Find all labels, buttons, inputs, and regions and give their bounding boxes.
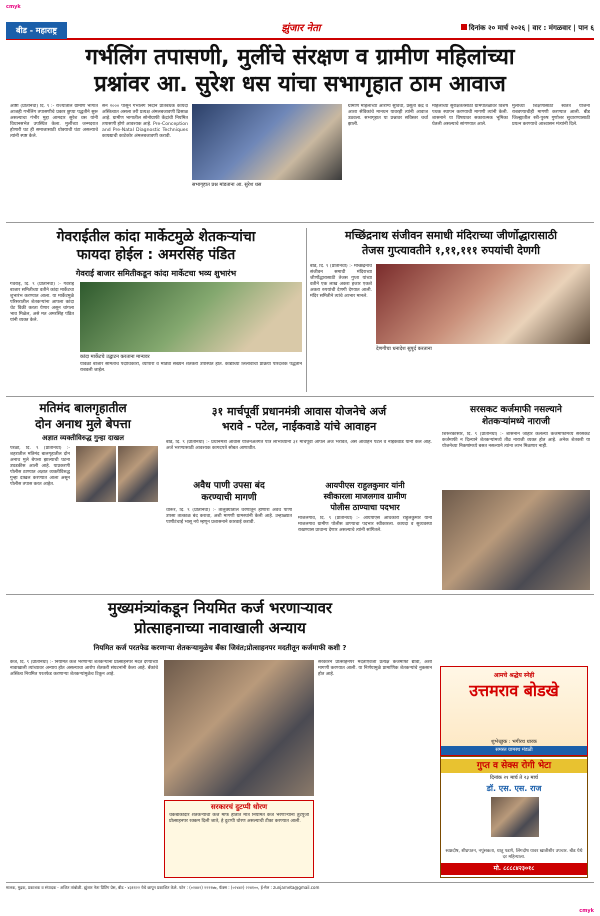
sarsakat-body: शिरूरकासार, दि. ९ (प्रतिनिधी) :- शासनाने जाहीर केलेल्या कर्जमाफीमध्ये सरसकट कर्जमाफी न दिल्याने शेतकऱ्यांमध्ये तीव्र नाराजी व्यक्त होत आहे. अनेक शेतकरी या योजनेच्या निकषांमध्ये बसत नसल्याने त्यांना लाभ मिळणार नाही. xyxy=(442,432,590,449)
uttamrao-ad-bottom: समस्त ग्रामस्थ मंडळी xyxy=(441,746,587,755)
divider-rule xyxy=(6,396,594,397)
lead-col-4: महिलांच्या सुरक्षिततेसाठी ग्रामपातळीवर विशेष पथक स्थापन करण्याची मागणी त्यांनी केली. शासनाने या विषयावर सकारात्मक भूमिका घेतली असल्याचे सांगण्यात आले. xyxy=(432,104,508,127)
machhindranath-photo-caption: देणगीचा धनादेश सुपूर्द करताना xyxy=(376,346,432,352)
gevrai-photo xyxy=(80,282,302,352)
gevrai-headline-line1: गेवराईतील कांदा मार्केटमुळे शेतकऱ्यांचा xyxy=(56,229,256,245)
lead-headline-line1: गर्भलिंग तपासणी, मुलींचे संरक्षण व ग्रामीण महिलांच्या xyxy=(85,45,515,70)
missing-headline-line2: दोन अनाथ मुले बेपत्ता xyxy=(35,417,131,431)
cm-headline xyxy=(8,598,432,638)
machhindranath-body: बीड, दि. ९ (प्रतिनिधी) :- मच्छिंद्रनाथ संजीवन समाधी मंदिराच्या जीर्णोद्धारासाठी तेजस गुप्ता यांच्या वतीने एक लाख अकरा हजार एकशे अकरा रुपयांची देणगी देण्यात आली. मंदिर समितीने त्यांचे आभार मानले. xyxy=(310,264,372,299)
uttamrao-ad xyxy=(440,666,588,756)
ips-body: माजलगाव, दि. ९ (प्रतिनिधी) :- आयपीएस अधिकारी राहुलकुमार यांनी माजलगाव ग्रामीण पोलीस ठाण्याचा पदभार स्वीकारला. कायदा व सुव्यवस्था राखण्यास प्राधान्य देणार असल्याचे त्यांनी सांगितले. xyxy=(298,516,432,533)
machhindranath-headline-line2: तेजस गुप्त्यावतीने १,११,१११ रुपयांची देणगी xyxy=(362,244,540,257)
lead-photo xyxy=(192,104,342,180)
ips-headline-line3: पोलीस ठाण्याचा पदभार xyxy=(330,503,400,512)
sarsakat-headline-line1: सरसकट कर्जमाफी नसल्याने xyxy=(470,405,562,415)
ips-headline xyxy=(296,480,434,513)
clinic-ad-photo xyxy=(491,797,539,837)
sarsakat-headline xyxy=(440,404,592,428)
missing-child-photo-2 xyxy=(118,446,158,502)
awas-headline-line1: ३१ मार्चपूर्वी प्रधानमंत्री आवास योजनेचे अर्ज xyxy=(211,405,387,418)
column-divider xyxy=(306,228,307,392)
water-body: धारूर, दि. ९ (प्रतिनिधी) :- तालुक्यातील धरणातून होणारा अवैध पाणी उपसा तात्काळ बंद करावा, अशी मागणी ग्रामस्थांनी केली आहे. उन्हाळ्यात पाणीटंचाई भासू नये म्हणून प्रशासनाने कारवाई करावी. xyxy=(166,508,292,525)
missing-child-photo-1 xyxy=(76,446,116,502)
missing-headline xyxy=(8,400,158,432)
lead-col-3: ग्रामीण महिलांच्या आरोग्य सुविधा, प्रसूती केंद्रे व आशा सेविकांचे मानधन यावरही त्यांनी आवाज उठवला. सभागृहात या प्रश्नावर सविस्तर चर्चा झाली. xyxy=(348,104,428,127)
divider-rule xyxy=(6,222,594,223)
water-headline xyxy=(166,480,292,504)
uttamrao-ad-top: आमचे श्रद्धेय स्नेही xyxy=(493,672,535,679)
missing-body: परळी, दि. ९ (प्रतिनिधी) :- शहरातील मतिमंद बालगृहातील दोन अनाथ मुले बेपत्ता झाल्याची घटना उघडकीस आली आहे. याप्रकरणी पोलीस ठाण्यात अज्ञात व्यक्तीविरुद्ध गुन्हा दाखल करण्यात आला असून पोलीस तपास करत आहेत. xyxy=(10,446,70,487)
clinic-ad-title: गुप्त व सेक्स रोगी भेटा xyxy=(441,759,587,773)
bullet-square-icon xyxy=(461,24,467,30)
top-color-bar xyxy=(6,4,594,12)
awas-body: बीड, दि. ९ (प्रतिनिधी) :- प्रधानमंत्री आवास योजनेअंतर्गत पात्र लाभार्थ्यांनी ३१ मार्चपूर्वी आपले अर्ज भरावेत, असे आवाहन पटेल व नाईकवाडे यांनी केले आहे. अर्ज भरण्यासाठी आवश्यक कागदपत्रे सोबत आणावीत. xyxy=(166,440,432,451)
lead-col-1: आष्टी (प्रतिनिधी) दि. ९ :- राज्यातील ग्रामीण भागात आजही गर्भलिंग तपासणीचे प्रकार छुप्या पद्धतीने सुरू असल्याचा गंभीर मुद्दा आमदार सुरेश धस यांनी विधानसभेत उपस्थित केला. मुलींच्या जन्मदरात होणारी घट ही समाजासाठी धोक्याची घंटा असल्याचे त्यांनी स्पष्ट केले. xyxy=(10,104,98,139)
gevrai-headline xyxy=(8,228,304,264)
uttamrao-ad-name: उत्तमराव बोडखे xyxy=(469,681,559,700)
lead-headline-line2: प्रश्नांवर आ. सुरेश धस यांचा सभागृहात ठाम आवाज xyxy=(94,72,506,97)
cm-body: केज, दि. ९ (प्रतिनिधी) :- नियमित कर्ज भरणाऱ्या शेतकऱ्यांना प्रोत्साहनपर मदत देण्याच्या नावाखाली त्यांच्यावर अन्याय होत असल्याचा आरोप शेतकरी संघटनांनी केला आहे. बँकांचे अस्तित्व नियमित परतफेड करणाऱ्या शेतकऱ्यांमुळेच टिकून आहे. xyxy=(10,660,158,677)
cm-subhead: नियमित कर्ज परतफेड करणाऱ्या शेतकऱ्यामुळेच बँका जिवंत;प्रोत्साहनपर मदतीतून कर्जमाफी कशी ? xyxy=(93,644,347,652)
sarsakat-headline-line2: शेतकऱ्यांमध्ये नाराजी xyxy=(482,417,550,427)
gevrai-photo-caption: कांदा मार्केटचे उद्घाटन करताना मान्यवर xyxy=(80,354,150,360)
cm-headline-line1: मुख्यमंत्र्यांकडून नियमित कर्ज भरणाऱ्यावर xyxy=(107,599,333,617)
masthead xyxy=(6,20,594,40)
machhindranath-headline-line1: मच्छिंद्रनाथ संजीवन समाधी मंदिराच्या जीर्णोद्धारासाठी xyxy=(345,229,557,242)
dateline-text: दिनांक २० मार्च २०२६ | वार : मंगळवार | पान ६ xyxy=(468,24,594,32)
clinic-ad xyxy=(440,756,588,878)
clinic-ad-doctor: डॉ. एस. एस. राज xyxy=(486,784,542,793)
missing-headline-line1: मतिमंद बालगृहातील xyxy=(39,401,127,415)
dateline xyxy=(461,24,594,33)
awas-headline-line2: भरावे - पटेल, नाईकवाडे यांचे आवाहन xyxy=(221,420,377,433)
section-label: बीड - महाराष्ट्र xyxy=(6,22,67,39)
color-mark: cmyk xyxy=(6,4,21,10)
machhindranath-headline xyxy=(310,228,592,258)
color-mark: cmyk xyxy=(579,908,594,914)
lead-col-2: सन २००० पासून गर्भलिंग निदान प्रतिबंधक कायदा अस्तित्वात असला तरी प्रत्यक्ष अंमलबजावणी ढिसाळ आहे. ग्रामीण भागातील सोनोग्राफी केंद्रांची नियमित तपासणी होणे आवश्यक आहे. Pre-Conception and Pre-Natal Diagnostic Techniques कायद्याची काटेकोर अंमलबजावणी करावी. xyxy=(102,104,188,139)
missing-subhead: अज्ञात व्यक्तीविरुद्ध गुन्हा दाखल xyxy=(41,434,124,442)
cm-headline-line2: प्रोत्साहनाच्या नावाखाली अन्याय xyxy=(134,619,306,637)
lead-photo-caption: सभागृहात प्रश्न मांडताना आ. सुरेश धस xyxy=(192,182,262,188)
water-headline-line2: करण्याची मागणी xyxy=(201,493,257,503)
clinic-ad-subtitle: दिनांक २१ मार्च ते २३ मार्च xyxy=(490,775,538,781)
lead-col-5: मुलींच्या शिक्षणासाठी स्वतंत्र योजना राबवण्याचीही मागणी करण्यात आली. बीड जिल्ह्यातील स्त्री-पुरुष गुणोत्तर सुधारण्यासाठी प्रयत्न करण्याचे आश्वासन मंत्र्यांनी दिले. xyxy=(512,104,590,127)
gevrai-body: गेवराई, दि. ९ (प्रतिनिधी) :- गेवराई बाजार समितीच्या वतीने कांदा मार्केटचा शुभारंभ करण्यात आला. या मार्केटमुळे परिसरातील शेतकऱ्यांना आपला कांदा थेट विक्री करता येणार असून चांगला भाव मिळेल, असे मत अमरसिंह पंडित यांनी व्यक्त केले. xyxy=(10,282,74,323)
water-headline-line1: अवैध पाणी उपसा बंद xyxy=(193,481,265,491)
cm-photo xyxy=(164,660,314,796)
awas-headline xyxy=(164,404,434,434)
gevrai-subhead: गेवराई बाजार समितीकडून कांदा मार्केटचा भव्य शुभारंभ xyxy=(75,269,237,278)
ips-headline-line1: आयपीएस राहुलकुमार यांनी xyxy=(325,481,405,490)
lead-headline xyxy=(10,44,590,98)
machhindranath-photo xyxy=(376,264,590,344)
newspaper-brand: झुंजार नेता xyxy=(281,23,321,34)
sarsakat-photo xyxy=(442,490,590,590)
policy-box xyxy=(164,800,314,878)
ips-headline-line2: स्वीकारला माजलगाव ग्रामीण xyxy=(323,492,407,501)
cm-body-2: सरकारने प्रोत्साहनपर मदतीऐवजी प्रत्यक्ष कर्जमाफी द्यावी, अशी मागणी करण्यात आली. या निर्णयामुळे प्रामाणिक शेतकऱ्यांचे नुकसान होत आहे. xyxy=(318,660,432,677)
gevrai-body-2: यावेळी बाजार समितीचे पदाधिकारी, व्यापारी व मोठ्या संख्येने शेतकरी उपस्थित होते. कांद्याच्या लिलावाची प्रक्रिया पारदर्शक पद्धतीने राबवली जाईल. xyxy=(80,362,302,373)
gevrai-headline-line2: फायदा होईल : अमरसिंह पंडित xyxy=(76,247,236,263)
divider-rule xyxy=(6,594,594,595)
policy-box-body: थकबाकीदार शेतकऱ्यांची कर्जे माफ होतात मात्र नियमित कर्ज भरणाऱ्यांना तुटपुंजी प्रोत्साहनपर रक्कम दिली जाते, हे दुटप्पी धोरण असल्याची टीका करण्यात आली. xyxy=(169,813,309,824)
uttamrao-ad-sub: शुभेच्छुक : भगीरथ धारक xyxy=(491,739,537,745)
policy-box-title: सरकारचं दुटप्पी धोरण xyxy=(210,803,268,811)
clinic-ad-phone: मो. ८८८८४२३०१८ xyxy=(441,863,587,875)
clinic-ad-details: स्वप्नदोष, शीघ्रपतन, नपुंसकता, धातु पडणे, लिंगदोष यावर खात्रीशीर उपचार. बीड येथे दर महिन्याला. xyxy=(445,849,583,860)
imprint-footer: मालक, मुद्रक, प्रकाशक व संपादक - अजित तांबोळी. झुंजार नेता प्रिंटिंग प्रेस, बीड - ४३११२२ येथे छापून प्रकाशित केले. फोन : (०२४४२) २२२२७७, फॅक्स : (०२४४२) २२४१००, ई-मेल : zunjarneta@gmail.com xyxy=(6,882,594,906)
